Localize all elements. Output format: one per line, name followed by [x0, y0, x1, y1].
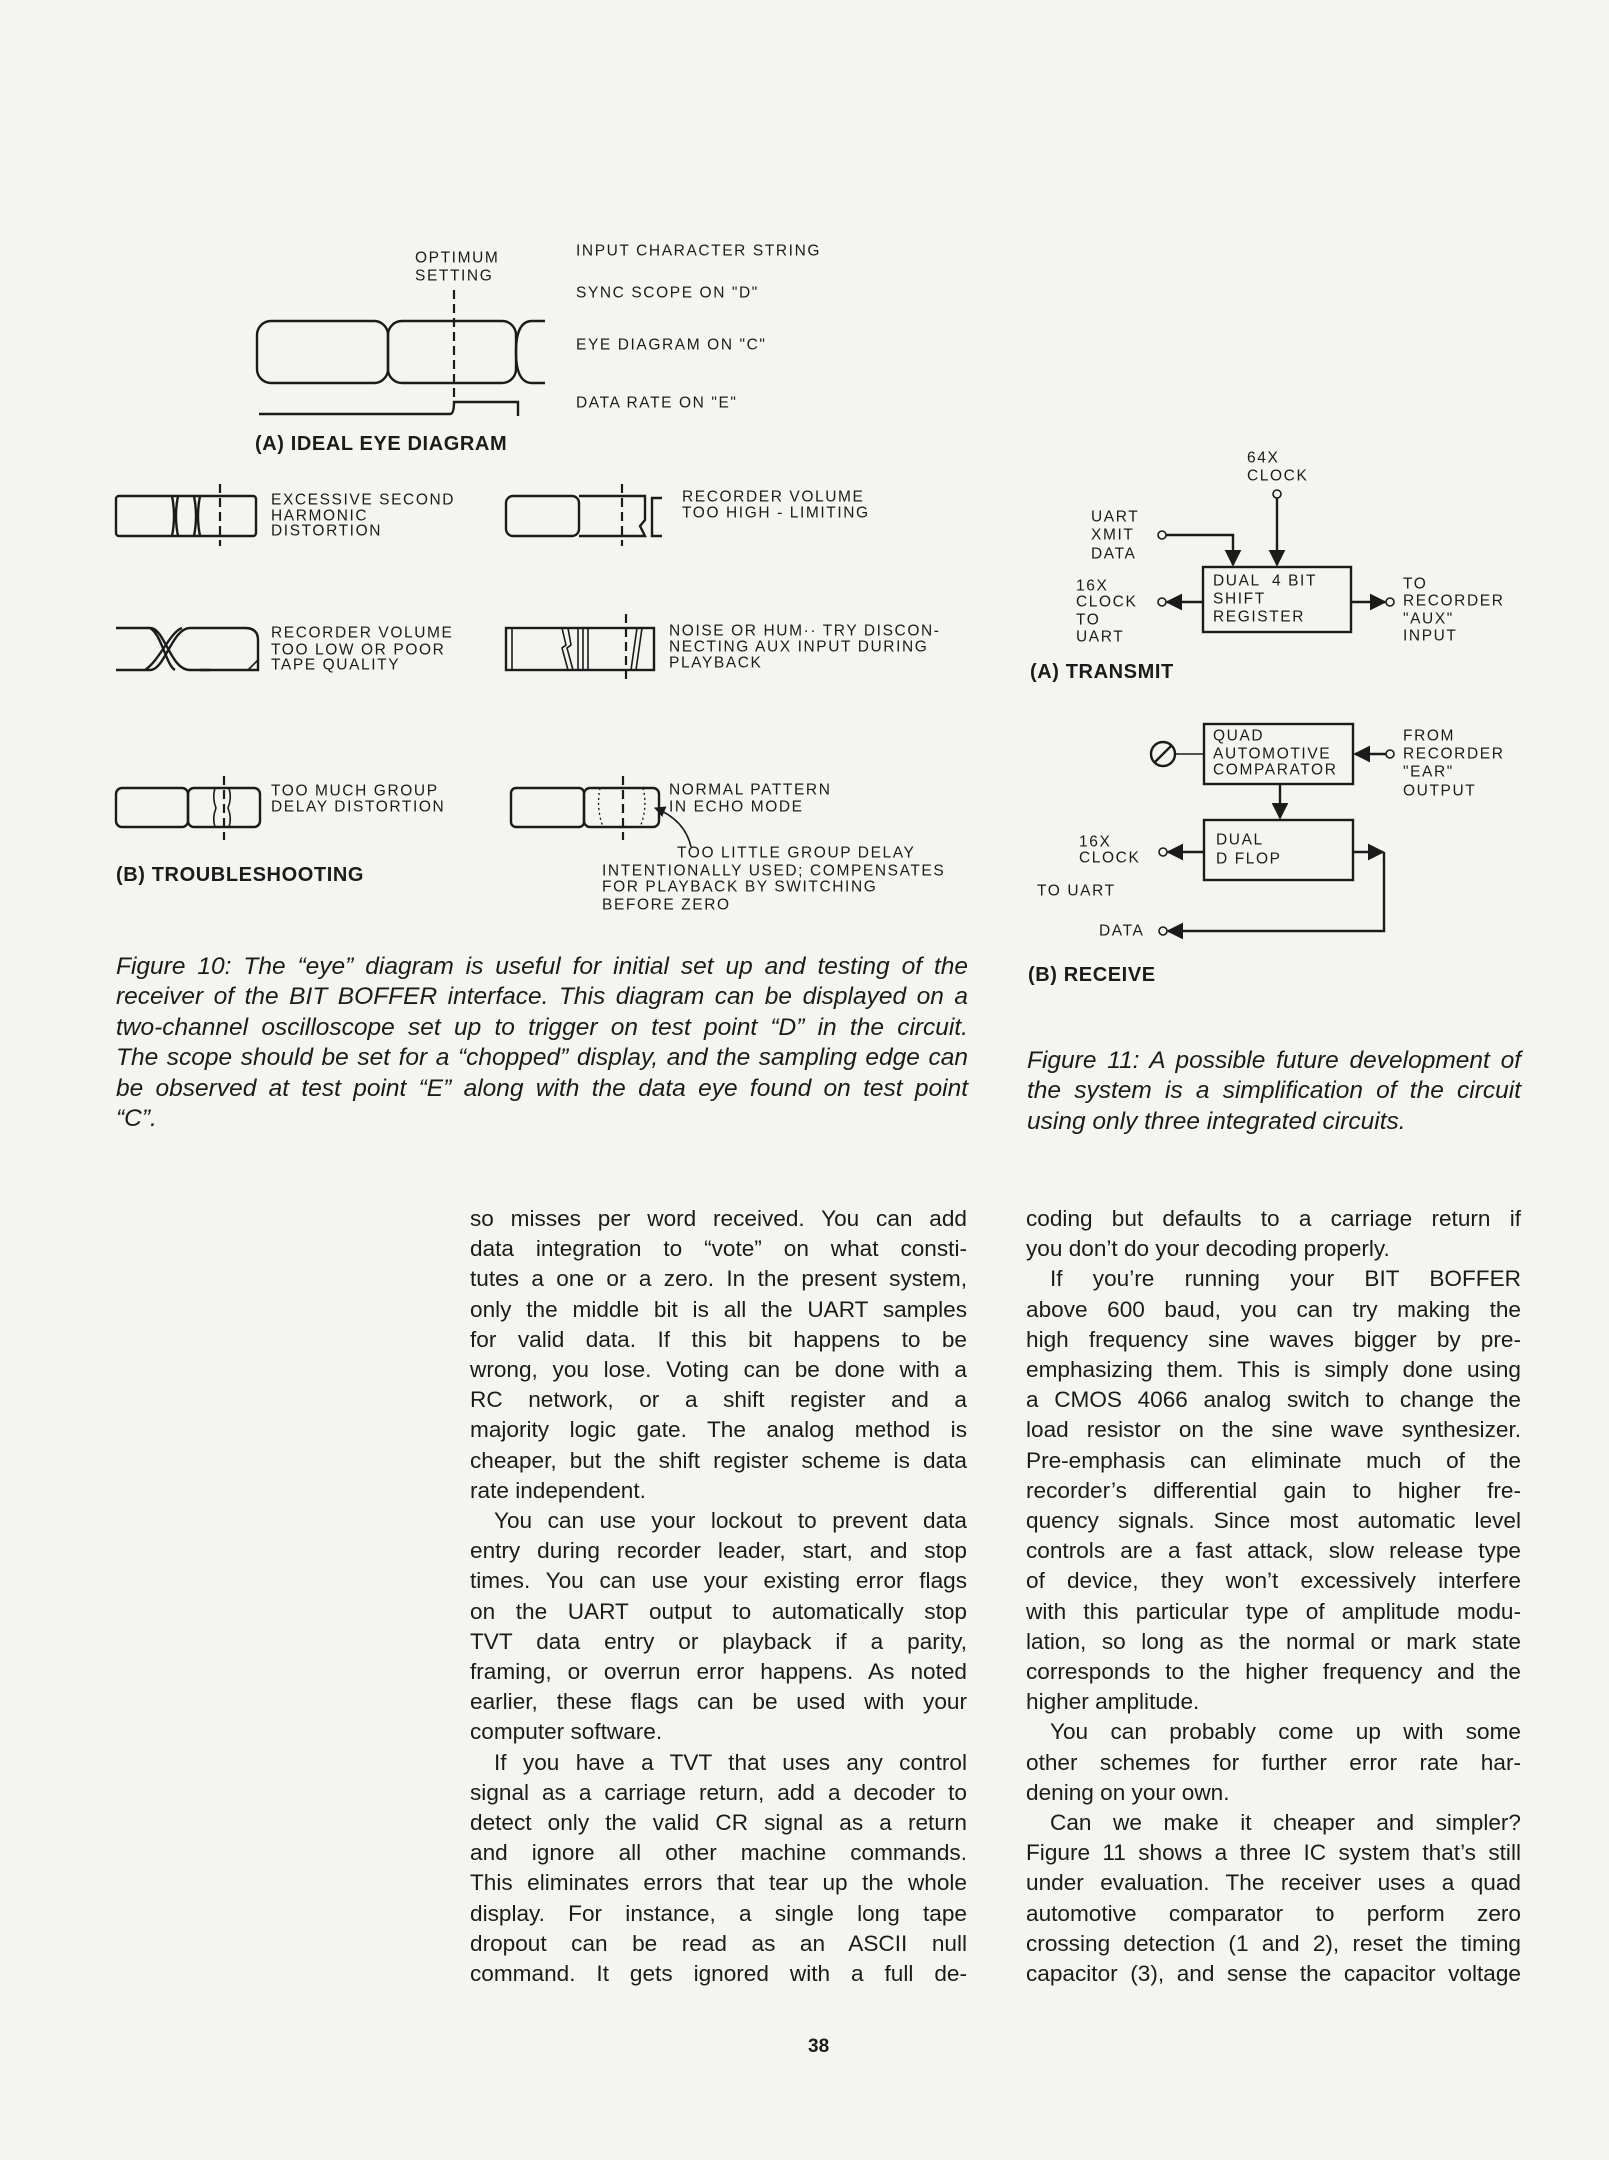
t4-line3: PLAYBACK — [669, 654, 763, 672]
t1-line1: EXCESSIVE SECOND — [271, 491, 456, 509]
to-recorder-line1: TO — [1403, 575, 1428, 593]
text-line: two-channel oscilloscope set up to trigger on test point “D” in the circuit. — [116, 1013, 968, 1041]
t7-line4: BEFORE ZERO — [602, 896, 731, 914]
clock64-line2: CLOCK — [1247, 467, 1309, 485]
text-line: dening on your own. — [1026, 1779, 1230, 1805]
data-label: DATA — [1099, 922, 1145, 940]
text-line: a CMOS 4066 analog switch to change the — [1026, 1387, 1521, 1413]
clock64-line1: 64X — [1247, 449, 1280, 467]
paragraph — [470, 1204, 967, 1506]
text-line: under evaluation. The receiver uses a quad — [1026, 1870, 1521, 1896]
text-line: RC network, or a shift register and a — [470, 1387, 967, 1413]
clock16tx-line3: TO — [1076, 611, 1101, 629]
text-line: with this particular type of amplitude modu- — [1026, 1598, 1521, 1624]
t5-line2: DELAY DISTORTION — [271, 798, 446, 816]
text-line: coding but defaults to a carriage return if — [1026, 1206, 1521, 1231]
text-line: You can use your lockout to prevent data — [494, 1508, 967, 1534]
text-line: wrong, you lose. Voting can be done with a — [470, 1357, 967, 1383]
shift-register-line1: DUAL 4 BIT — [1213, 572, 1318, 590]
text-line: the system is a simplification of the circuit — [1027, 1077, 1521, 1105]
sync-scope-label: SYNC SCOPE ON "D" — [576, 284, 759, 302]
text-line: be observed at test point “E” along with the data eye found on test point — [116, 1074, 968, 1102]
figure11-caption — [1027, 1046, 1521, 1137]
eye-noise-hum — [506, 614, 654, 684]
text-line: only the middle bit is all the UART samples — [470, 1296, 967, 1322]
text-line: high frequency sine waves bigger by pre- — [1026, 1326, 1521, 1352]
to-uart-label: TO UART — [1037, 882, 1116, 900]
paragraph — [470, 1748, 967, 1990]
text-line: automotive comparator to perform zero — [1026, 1900, 1521, 1926]
receive-heading: (B) RECEIVE — [1028, 964, 1156, 986]
text-line: using only three integrated circuits. — [1027, 1107, 1406, 1135]
text-line: cheaper, but the shift register scheme is data — [470, 1447, 967, 1473]
t2-line1: RECORDER VOLUME — [682, 488, 865, 506]
text-line: other schemes for further error rate har- — [1026, 1749, 1521, 1775]
ideal-eye-diagram — [257, 290, 545, 416]
from-recorder-line1: FROM — [1403, 727, 1456, 745]
paragraph — [470, 1506, 967, 1748]
t6-line2: IN ECHO MODE — [669, 798, 804, 816]
text-line: Figure 11: A possible future development of — [1027, 1047, 1521, 1074]
t4-line1: NOISE OR HUM·· TRY DISCON- — [669, 622, 941, 640]
text-line: emphasizing them. This is simply done using — [1026, 1357, 1521, 1383]
text-line: Can we make it cheaper and simpler? — [1050, 1810, 1521, 1836]
text-line: above 600 baud, you can try making the — [1026, 1296, 1521, 1322]
text-line: corresponds to the higher frequency and the — [1026, 1659, 1521, 1685]
t2-line2: TOO HIGH - LIMITING — [682, 504, 870, 522]
clock16tx-line1: 16X — [1076, 577, 1109, 595]
dflop-line1: DUAL — [1216, 831, 1264, 849]
from-recorder-line3: "EAR" — [1403, 763, 1454, 781]
text-line: command. It gets ignored with a full de- — [470, 1961, 967, 1987]
text-line: detect only the valid CR signal as a return — [470, 1810, 967, 1836]
eye-excessive-harmonic — [116, 484, 256, 546]
clock16rx-line1: 16X — [1079, 833, 1112, 851]
eye-echo-mode — [511, 776, 691, 847]
shift-register-line2: SHIFT — [1213, 590, 1266, 608]
text-line: You can probably come up with some — [1050, 1719, 1521, 1745]
text-line: dropout can be read as an ASCII null — [470, 1930, 967, 1956]
text-line: majority logic gate. The analog method is — [470, 1417, 967, 1443]
from-recorder-line4: OUTPUT — [1403, 782, 1477, 800]
t7-line3: FOR PLAYBACK BY SWITCHING — [602, 878, 878, 896]
figure10-caption — [116, 952, 968, 1134]
to-recorder-line2: RECORDER — [1403, 592, 1505, 610]
clock16rx-line2: CLOCK — [1079, 849, 1141, 867]
text-line: and ignore all other machine commands. — [470, 1840, 967, 1866]
page-number: 38 — [808, 2036, 830, 2057]
text-line: signal as a carriage return, add a decoder to — [470, 1779, 967, 1805]
text-line: quency signals. Since most automatic level — [1026, 1508, 1521, 1534]
text-line: earlier, these flags can be used with your — [470, 1689, 967, 1715]
text-line: higher amplitude. — [1026, 1689, 1200, 1715]
text-line: computer software. — [470, 1719, 663, 1745]
text-line: If you have a TVT that uses any control — [494, 1749, 967, 1775]
text-line: for valid data. If this bit happens to be — [470, 1326, 967, 1352]
text-line: Pre-emphasis can eliminate much of the — [1026, 1447, 1521, 1473]
xmit-line3: DATA — [1091, 545, 1137, 563]
text-line: times. You can use your existing error flags — [470, 1568, 967, 1594]
text-line: receiver of the BIT BOFFER interface. This diagram can be displayed on a — [116, 983, 968, 1011]
t3-line2: TOO LOW OR POOR — [271, 641, 446, 659]
comparator-line1: QUAD — [1213, 727, 1265, 745]
data-rate-label: DATA RATE ON "E" — [576, 394, 738, 412]
body-column-2 — [1026, 1204, 1521, 1989]
to-recorder-line4: INPUT — [1403, 627, 1458, 645]
t7-line1: TOO LITTLE GROUP DELAY — [677, 844, 916, 862]
xmit-line2: XMIT — [1091, 526, 1135, 544]
t6-line1: NORMAL PATTERN — [669, 781, 832, 799]
text-line: you don’t do your decoding properly. — [1026, 1236, 1390, 1262]
input-string-label: INPUT CHARACTER STRING — [576, 242, 822, 260]
text-line: load resistor on the sine wave synthesizer. — [1026, 1417, 1521, 1443]
text-line: so misses per word received. You can add — [470, 1206, 967, 1231]
shift-register-line3: REGISTER — [1213, 608, 1306, 626]
text-line: This eliminates errors that tear up the whole — [470, 1870, 967, 1896]
troubleshooting-heading: (B) TROUBLESHOOTING — [116, 864, 365, 886]
xmit-line1: UART — [1091, 508, 1140, 526]
text-line: Figure 11 shows a three IC system that’s still — [1026, 1840, 1521, 1866]
text-line: The scope should be set for a “chopped” display, and the sampling edge can — [116, 1044, 968, 1072]
to-recorder-line3: "AUX" — [1403, 610, 1454, 628]
text-line: framing, or overrun error happens. As noted — [470, 1659, 967, 1685]
eye-group-delay — [116, 776, 260, 840]
comparator-line3: COMPARATOR — [1213, 761, 1338, 779]
text-line: on the UART output to automatically stop — [470, 1598, 967, 1624]
paragraph — [1026, 1204, 1521, 1264]
text-line: recorder’s differential gain to higher fre- — [1026, 1477, 1521, 1503]
transmit-heading: (A) TRANSMIT — [1030, 661, 1174, 683]
text-line: of device, they won’t excessively interfere — [1026, 1568, 1521, 1594]
text-line: TVT data entry or playback if a parity, — [470, 1628, 967, 1654]
text-line: display. For instance, a single long tape — [470, 1900, 967, 1926]
text-line: Figure 10: The “eye” diagram is useful for initial set up and testing of the — [116, 953, 968, 980]
paragraph — [1026, 1264, 1521, 1717]
text-line: If you’re running your BIT BOFFER — [1050, 1266, 1521, 1292]
body-column-1 — [470, 1204, 967, 1989]
optimum-label: OPTIMUM — [415, 249, 500, 267]
t7-line2: INTENTIONALLY USED; COMPENSATES — [602, 862, 946, 880]
eye-volume-too-high — [506, 484, 662, 546]
setting-label: SETTING — [415, 267, 494, 285]
text-line: entry during recorder leader, start, and stop — [470, 1538, 967, 1564]
from-recorder-line2: RECORDER — [1403, 745, 1505, 763]
t3-line3: TAPE QUALITY — [271, 656, 401, 674]
clock16tx-line2: CLOCK — [1076, 593, 1138, 611]
t5-line1: TOO MUCH GROUP — [271, 782, 439, 800]
ideal-eye-heading: (A) IDEAL EYE DIAGRAM — [255, 433, 508, 455]
text-line: lation, so long as the normal or mark state — [1026, 1628, 1521, 1654]
text-line: crossing detection (1 and 2), reset the timing — [1026, 1930, 1521, 1956]
text-line: controls are a fast attack, slow release type — [1026, 1538, 1521, 1564]
t4-line2: NECTING AUX INPUT DURING — [669, 638, 929, 656]
text-line: “C”. — [116, 1105, 157, 1133]
paragraph — [1026, 1717, 1521, 1808]
text-line: tutes a one or a zero. In the present system, — [470, 1266, 967, 1292]
t3-line1: RECORDER VOLUME — [271, 624, 454, 642]
eye-diagram-label: EYE DIAGRAM ON "C" — [576, 336, 767, 354]
text-line: rate independent. — [470, 1477, 646, 1503]
comparator-line2: AUTOMOTIVE — [1213, 745, 1332, 763]
text-line: data integration to “vote” on what consti- — [470, 1236, 967, 1262]
paragraph — [1026, 1808, 1521, 1989]
eye-volume-too-low — [116, 628, 258, 670]
dflop-line2: D FLOP — [1216, 850, 1282, 868]
clock16tx-line4: UART — [1076, 628, 1125, 646]
text-line: capacitor (3), and sense the capacitor voltage — [1026, 1961, 1521, 1987]
t1-line3: DISTORTION — [271, 522, 383, 540]
t1-line2: HARMONIC — [271, 507, 369, 525]
